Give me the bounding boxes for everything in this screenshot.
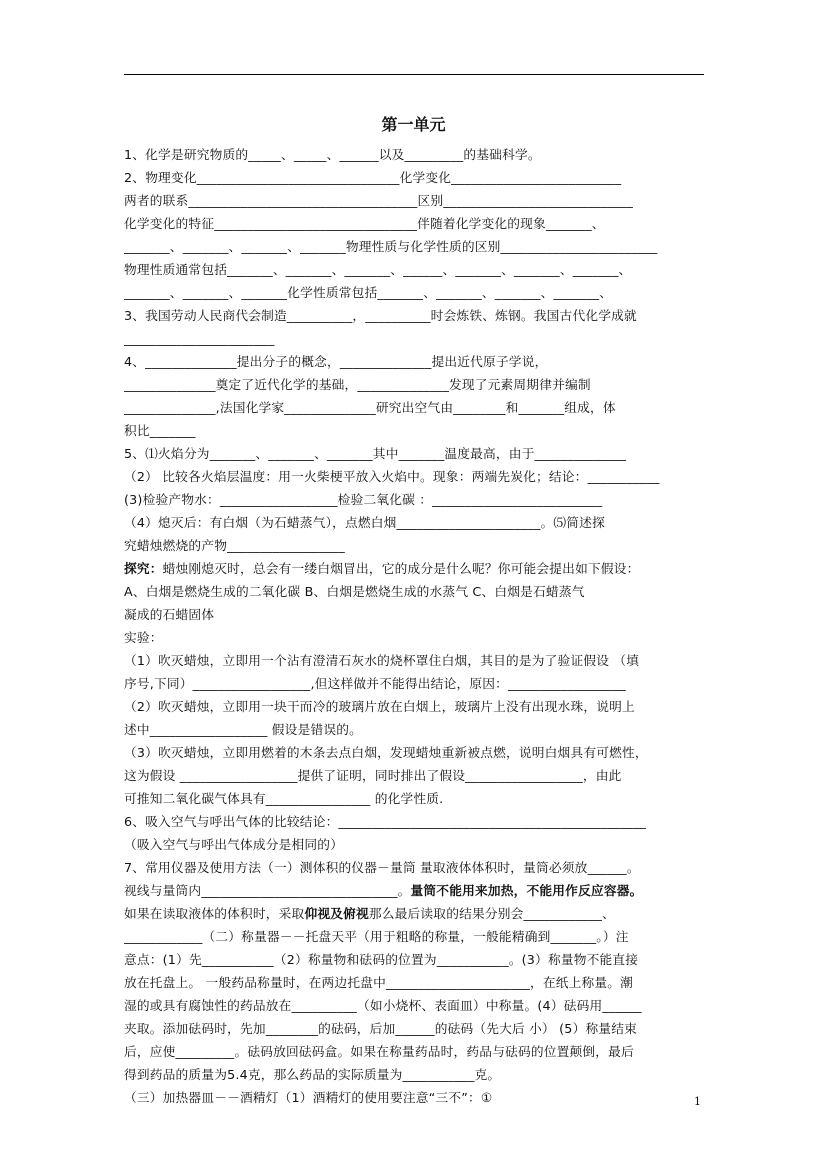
text-line	[124, 419, 704, 442]
line-text: 湿的或具有腐蚀性的药品放在__________（如小烧杯、表面皿）中称量。(4）砝码用______	[124, 998, 642, 1013]
header-rule	[124, 74, 704, 75]
text-line	[124, 787, 704, 810]
text-line	[124, 557, 704, 580]
text-line	[124, 189, 704, 212]
line-text: ______________,法国化学家______________研究出空气由________和_______组成，体	[124, 400, 616, 415]
text-line	[124, 396, 704, 419]
text-line	[124, 465, 704, 488]
text-line	[124, 143, 704, 166]
line-text: （4）熄灭后：有白烟（为石蜡蒸气），点燃白烟______________________。⑸简述探	[124, 515, 605, 530]
line-text: 序号,下同）__________________,但这样做并不能得出结论，原因：__________________	[124, 676, 626, 691]
line-text: 视线与量筒内______________________________。	[124, 883, 411, 898]
line-text: （2）吹灭蜡烛，立即用一块干而冷的玻璃片放在白烟上，玻璃片上没有出现水珠，说明上	[124, 699, 635, 714]
line-text: A、白烟是燃烧生成的二氧化碳 B、白烟是燃烧生成的水蒸气 C、白烟是石蜡蒸气	[124, 584, 585, 599]
line-text: （1）吹灭蜡烛，立即用一个沾有澄清石灰水的烧杯罩住白烟，其目的是为了验证假设 （填	[124, 653, 640, 668]
line-text: 凝成的石蜡固体	[124, 607, 215, 622]
bold-text: 量筒不能用来加热，不能用作反应容器。	[410, 883, 643, 898]
text-line	[124, 741, 704, 764]
text-line	[124, 626, 704, 649]
line-text: 两者的联系___________________________________区别_____________________________	[124, 193, 634, 208]
line-text: （3）吹灭蜡烛，立即用燃着的木条去点白烟，发现蜡烛重新被点燃，说明白烟具有可燃性，	[124, 745, 648, 760]
text-line	[124, 672, 704, 695]
line-text: 如果在读取液体的体积时，采取	[124, 906, 305, 921]
line-text: 这为假设 __________________提供了证明，同时排出了假设__________________，由此	[124, 768, 622, 783]
line-text: 实验：	[124, 630, 163, 645]
line-text: ______________奠定了近代化学的基础，______________发现了元素周期律并编制	[124, 377, 591, 392]
line-text: 放在托盘上。 一般药品称量时，在两边托盘中______________________，在纸上称量。潮	[124, 975, 634, 990]
line-text: 积比_______	[124, 423, 196, 438]
line-text: 夹取。添加砝码时，先加________的砝码，后加______的砝码（先大后 小） (5）称量结束	[124, 1021, 638, 1036]
line-text: _______、_______、_______化学性质常包括_______、_______、_______、_______、	[124, 285, 613, 300]
text-line	[124, 304, 704, 327]
line-text: 述中__________________ 假设是错误的。	[124, 722, 363, 737]
text-line	[124, 994, 704, 1017]
line-text: _______、_______、_______、_______物理性质与化学性质的区别________________________	[124, 239, 658, 254]
text-line	[124, 511, 704, 534]
line-text: 得到药品的质量为5.4克，那么药品的实际质量为___________克。	[124, 1067, 501, 1082]
text-line	[124, 1017, 704, 1040]
line-text: ____________（二）称量器－－托盘天平（用于粗略的称量，一般能精确到_______。）注	[124, 929, 629, 944]
text-line	[124, 1040, 704, 1063]
text-line	[124, 235, 704, 258]
line-text: 后，应使_________。砝码放回砝码盒。如果在称量药品时，药品与砝码的位置颠倒，最后	[124, 1044, 634, 1059]
text-line	[124, 534, 704, 557]
line-text: 7、常用仪器及使用方法（一）测体积的仪器－量筒 量取液体体积时，量筒必须放______。	[124, 860, 640, 875]
text-line	[124, 166, 704, 189]
line-text: 4、______________提出分子的概念，______________提出近代原子学说，	[124, 354, 548, 369]
text-line	[124, 580, 704, 603]
text-line	[124, 879, 704, 902]
line-text: 2、物理变化_______________________________化学变化__________________________	[124, 170, 622, 185]
text-line	[124, 649, 704, 672]
line-text: 1、化学是研究物质的_____、_____、______以及_________的基础科学。	[124, 147, 541, 162]
line-text: （吸入空气与呼出气体成分是相同的）	[124, 837, 344, 852]
line-text: 5、⑴火焰分为_______、_______、_______其中_______温度最高，由于______________	[124, 446, 627, 461]
text-line	[124, 327, 704, 350]
line-text: 究蜡烛燃烧的产物__________________	[124, 538, 345, 553]
line-text: 3、我国劳动人民商代会制造__________，__________时会炼铁、炼钢。我国古代化学成就	[124, 308, 637, 323]
text-line	[124, 1086, 704, 1109]
line-text: 意点：(1）先___________（2）称量物和砝码的位置为___________。(3）称量物不能直接	[124, 952, 639, 967]
text-line	[124, 1063, 704, 1086]
line-text: 化学变化的特征_______________________________伴随着化学变化的现象_______、	[124, 216, 605, 231]
page-title: 第一单元	[381, 115, 446, 134]
text-line	[124, 971, 704, 994]
document-body	[124, 143, 704, 1109]
text-line	[124, 350, 704, 373]
text-line	[124, 488, 704, 511]
bold-text: 仰视及俯视	[304, 906, 369, 921]
line-text: 可推知二氧化碳气体具有________________ 的化学性质.	[124, 791, 444, 806]
text-line	[124, 948, 704, 971]
text-line	[124, 695, 704, 718]
line-text: （三）加热器皿－－酒精灯（1）酒精灯的使用要注意“三不”：①	[124, 1090, 493, 1105]
text-line	[124, 603, 704, 626]
line-text: (3)检验产物水：__________________检验二氧化碳 ：__________________________	[124, 492, 603, 507]
text-line	[124, 258, 704, 281]
page-number: 1	[694, 1095, 701, 1108]
text-line	[124, 281, 704, 304]
line-text: 蜡烛刚熄灭时，总会有一缕白烟冒出，它的成分是什么呢？你可能会提出如下假设：	[162, 561, 640, 576]
text-line	[124, 856, 704, 879]
text-line	[124, 373, 704, 396]
line-text: 6、吸入空气与呼出气体的比较结论：_______________________________________________	[124, 814, 647, 829]
line-text: 那么最后读取的结果分别会____________、	[368, 906, 615, 921]
text-line	[124, 718, 704, 741]
text-line	[124, 764, 704, 787]
line-text: （2） 比较各火焰层温度：用一火柴梗平放入火焰中。现象：两端先炭化；结论：___________	[124, 469, 660, 484]
bold-text: 探究：	[124, 561, 163, 576]
text-line	[124, 212, 704, 235]
text-line	[124, 442, 704, 465]
text-line	[124, 833, 704, 856]
text-line	[124, 810, 704, 833]
text-line	[124, 925, 704, 948]
line-text: 物理性质通常包括_______、_______、_______、______、_______、_______、_______、	[124, 262, 632, 277]
line-text: _______________________	[124, 331, 275, 346]
text-line	[124, 902, 704, 925]
